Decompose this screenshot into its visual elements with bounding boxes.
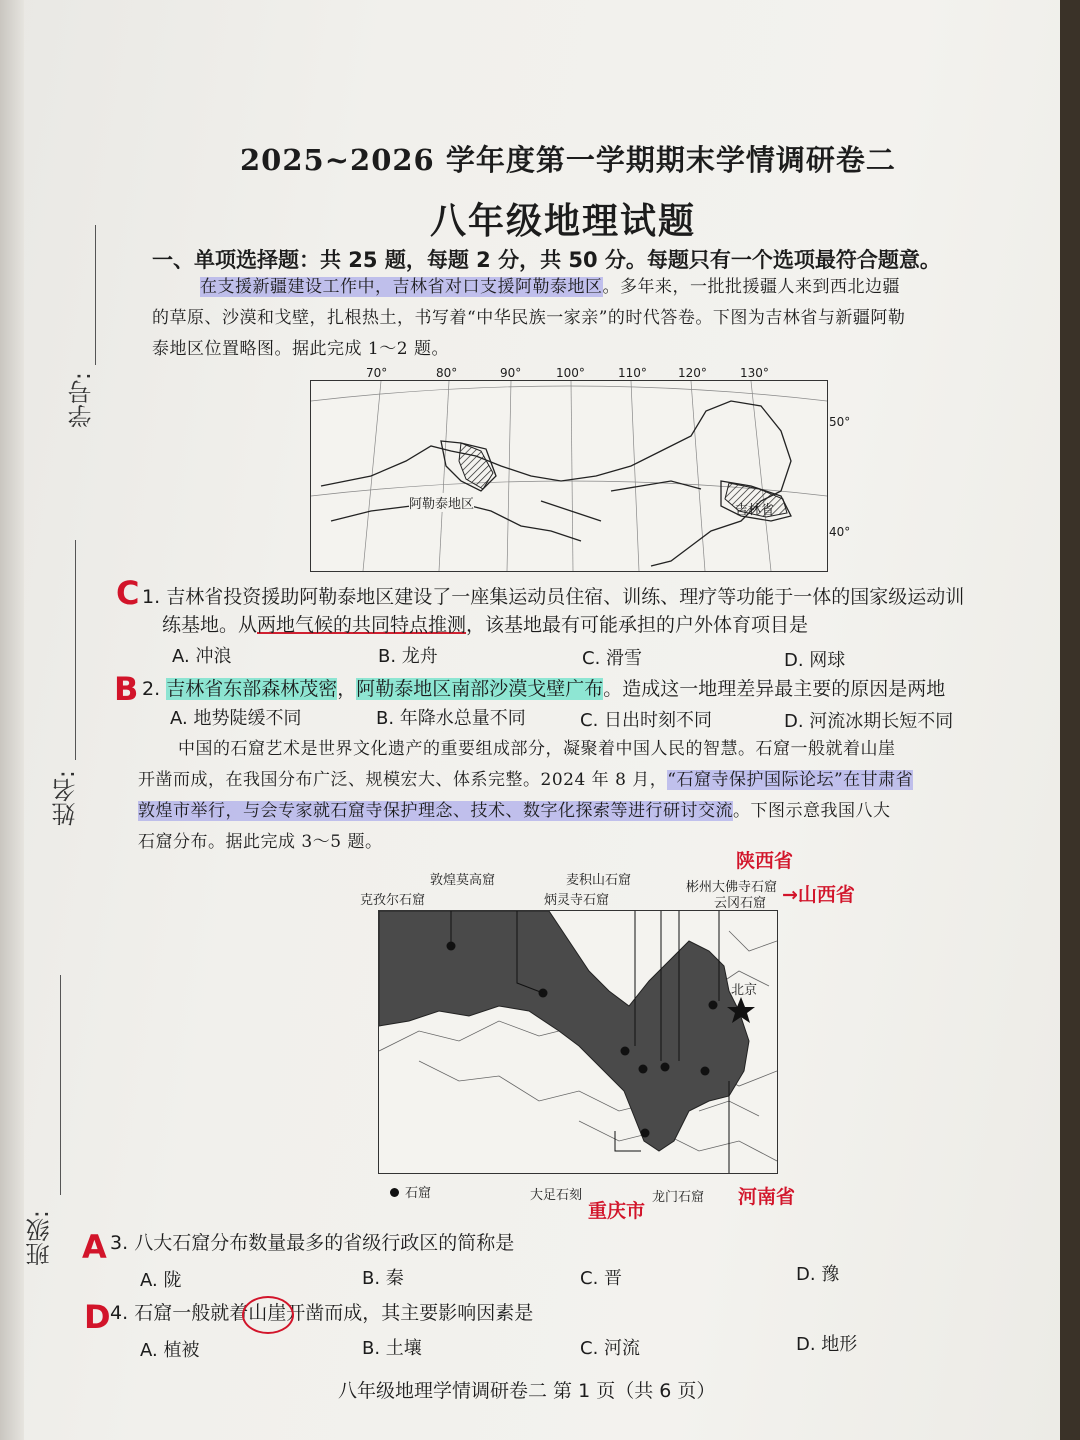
section-heading: 一、单项选择题：共 25 题，每题 2 分，共 50 分。每题只有一个选项最符合题意。 <box>152 248 941 272</box>
grotto-dot-binzhou <box>661 1063 670 1072</box>
lon-label-130: 130° <box>740 366 769 380</box>
map-label-longmen: 龙门石窟 <box>652 1190 705 1205</box>
hand-arrow-icon: → <box>782 884 798 906</box>
grotto-dot-bingling <box>621 1047 630 1056</box>
q1-number: 1. <box>142 586 161 608</box>
q4-option-b: B. 土壤 <box>362 1338 422 1359</box>
q1-option-a: A. 冲浪 <box>172 646 232 667</box>
q1-text-b1: 练基地。从 <box>162 614 258 636</box>
map-label-dazu: 大足石刻 <box>530 1188 583 1203</box>
q4-circled-word: 山崖 <box>248 1302 286 1324</box>
page-footer: 八年级地理学情调研卷二 第 1 页（共 6 页） <box>338 1380 716 1402</box>
q3-option-b: B. 秦 <box>362 1268 404 1289</box>
student-id-line <box>95 225 96 365</box>
q2-rest: 。造成这一地理差异最主要的原因是两地 <box>603 678 946 700</box>
q2-line1 <box>142 674 945 701</box>
map-label-yungang: 云冈石窟 <box>714 896 767 911</box>
q1-option-c: C. 滑雪 <box>582 648 643 669</box>
grottoes-map <box>378 910 778 1174</box>
passage-1-highlight: 在支援新疆建设工作中，吉林省对口支援阿勒泰地区 <box>200 277 603 297</box>
q2-highlight-1: 吉林省东部森林茂密 <box>166 678 338 700</box>
class-label: 班级: <box>26 1210 54 1267</box>
q4-number: 4. <box>110 1302 129 1324</box>
q3-text: 八大石窟分布数量最多的省级行政区的简称是 <box>134 1232 515 1254</box>
hand-note-shaanxi: 陕西省 <box>736 850 794 872</box>
location-map-svg <box>311 381 827 571</box>
passage-1-line2: 的草原、沙漠和戈壁，扎根热土，书写着“中华民族一家亲”的时代答卷。下图为吉林省与新疆阿勒 <box>152 308 906 328</box>
grottoes-map-svg <box>379 911 777 1173</box>
grotto-provinces-shape <box>379 911 749 1151</box>
lon-label-100: 100° <box>556 366 585 380</box>
binding-strip <box>0 0 24 1440</box>
q3-option-d: D. 豫 <box>796 1264 840 1285</box>
q1-line1 <box>142 582 964 609</box>
map-label-kizil: 克孜尔石窟 <box>360 893 426 908</box>
q1-option-d: D. 网球 <box>784 650 846 671</box>
q2-option-d: D. 河流冰期长短不同 <box>784 711 954 732</box>
passage-2-highlight-a: “石窟寺保护国际论坛”在甘肃省 <box>667 770 914 790</box>
lon-label-80: 80° <box>436 366 458 380</box>
passage-2-line3b: 。下图示意我国八大 <box>733 801 891 821</box>
q3-option-a: A. 陇 <box>140 1270 182 1291</box>
q4-circle-mark <box>242 1296 294 1334</box>
lon-label-70: 70° <box>366 366 388 380</box>
exam-subtitle: 八年级地理试题 <box>430 200 697 242</box>
map-label-binzhou: 彬州大佛寺石窟 <box>686 880 778 895</box>
q4-text-b: 开凿而成，其主要影响因素是 <box>286 1302 534 1324</box>
grotto-dot-longmen <box>701 1067 710 1076</box>
q2-highlight-2: 阿勒泰地区南部沙漠戈壁广布 <box>356 678 604 700</box>
q3-line <box>110 1228 514 1255</box>
passage-2-highlight-b: 敦煌市举行，与会专家就石窟寺保护理念、技术、数字化探索等进行研讨交流 <box>138 801 733 821</box>
passage-1-line1-rest: 。多年来，一批批援疆人来到西北边疆 <box>602 277 900 297</box>
student-id-label: 学号: <box>68 372 96 429</box>
map-label-maiji: 麦积山石窟 <box>566 873 632 888</box>
map-label-dunhuang: 敦煌莫高窟 <box>430 873 496 888</box>
grotto-dot-maiji <box>639 1065 648 1074</box>
lon-label-110: 110° <box>618 366 647 380</box>
hand-note-shanxi: →山西省 <box>782 884 855 906</box>
q4-line <box>110 1298 533 1325</box>
q2-option-c: C. 日出时刻不同 <box>580 710 713 731</box>
q4-handwritten-answer: D <box>84 1298 111 1336</box>
q4-option-d: D. 地形 <box>796 1334 858 1355</box>
name-line <box>75 540 76 760</box>
map-label-jilin: 吉林省 <box>735 503 775 518</box>
q3-option-c: C. 晋 <box>580 1268 623 1289</box>
class-line <box>60 975 61 1195</box>
passage-2 <box>138 734 913 858</box>
hand-note-henan: 河南省 <box>738 1186 796 1208</box>
map-legend <box>390 1182 431 1201</box>
q2-option-b: B. 年降水总量不同 <box>376 708 526 729</box>
q4-option-c: C. 河流 <box>580 1338 641 1359</box>
legend-dot-icon <box>390 1188 399 1197</box>
location-map <box>310 380 851 572</box>
lat-label-40: 40° <box>829 525 851 539</box>
exam-title: 2025~2026 学年度第一学期期末学情调研卷二 <box>240 143 896 177</box>
q2-sep: ， <box>337 678 357 700</box>
q1-line2 <box>162 610 808 637</box>
q1-text-a: 吉林省投资援助阿勒泰地区建设了一座集运动员住宿、训练、理疗等功能于一体的国家级运动训 <box>166 586 965 608</box>
q2-handwritten-answer: B <box>114 670 139 708</box>
passage-1 <box>152 272 905 365</box>
q4-text-a: 石窟一般就着 <box>134 1302 249 1324</box>
lat-label-50: 50° <box>829 415 851 429</box>
hand-note-chongqing: 重庆市 <box>588 1200 646 1222</box>
map-label-beijing: 北京 <box>731 983 758 998</box>
passage-2-line4: 石窟分布。据此完成 3～5 题。 <box>138 832 383 852</box>
grotto-dot-dazu <box>641 1129 650 1138</box>
map-label-altay: 阿勒泰地区 <box>409 493 474 512</box>
name-label: 姓名: <box>52 770 80 827</box>
q2-option-a: A. 地势陡缓不同 <box>170 708 302 729</box>
q3-handwritten-answer: A <box>82 1228 107 1266</box>
lon-label-90: 90° <box>500 366 522 380</box>
map-label-bingling: 炳灵寺石窟 <box>544 893 610 908</box>
passage-2-line2a: 开凿而成，在我国分布广泛、规模宏大、体系完整。2024 年 8 月， <box>138 770 668 790</box>
lon-label-120: 120° <box>678 366 707 380</box>
passage-1-line3: 泰地区位置略图。据此完成 1～2 题。 <box>152 339 449 359</box>
q2-number: 2. <box>142 678 161 700</box>
q1-text-b2: ，该基地最有可能承担的户外体育项目是 <box>466 614 809 636</box>
legend-label: 石窟 <box>405 1186 432 1201</box>
passage-2-line1: 中国的石窟艺术是世界文化遗产的重要组成部分，凝聚着中国人民的智慧。石窟一般就着山崖 <box>178 739 896 759</box>
grotto-dot-yungang <box>709 1001 718 1010</box>
q1-option-b: B. 龙舟 <box>378 646 438 667</box>
q1-underline: 两地气候的共同特点推测 <box>257 614 467 636</box>
q3-number: 3. <box>110 1232 129 1254</box>
q4-option-a: A. 植被 <box>140 1340 200 1361</box>
q1-handwritten-answer: C <box>116 574 140 612</box>
